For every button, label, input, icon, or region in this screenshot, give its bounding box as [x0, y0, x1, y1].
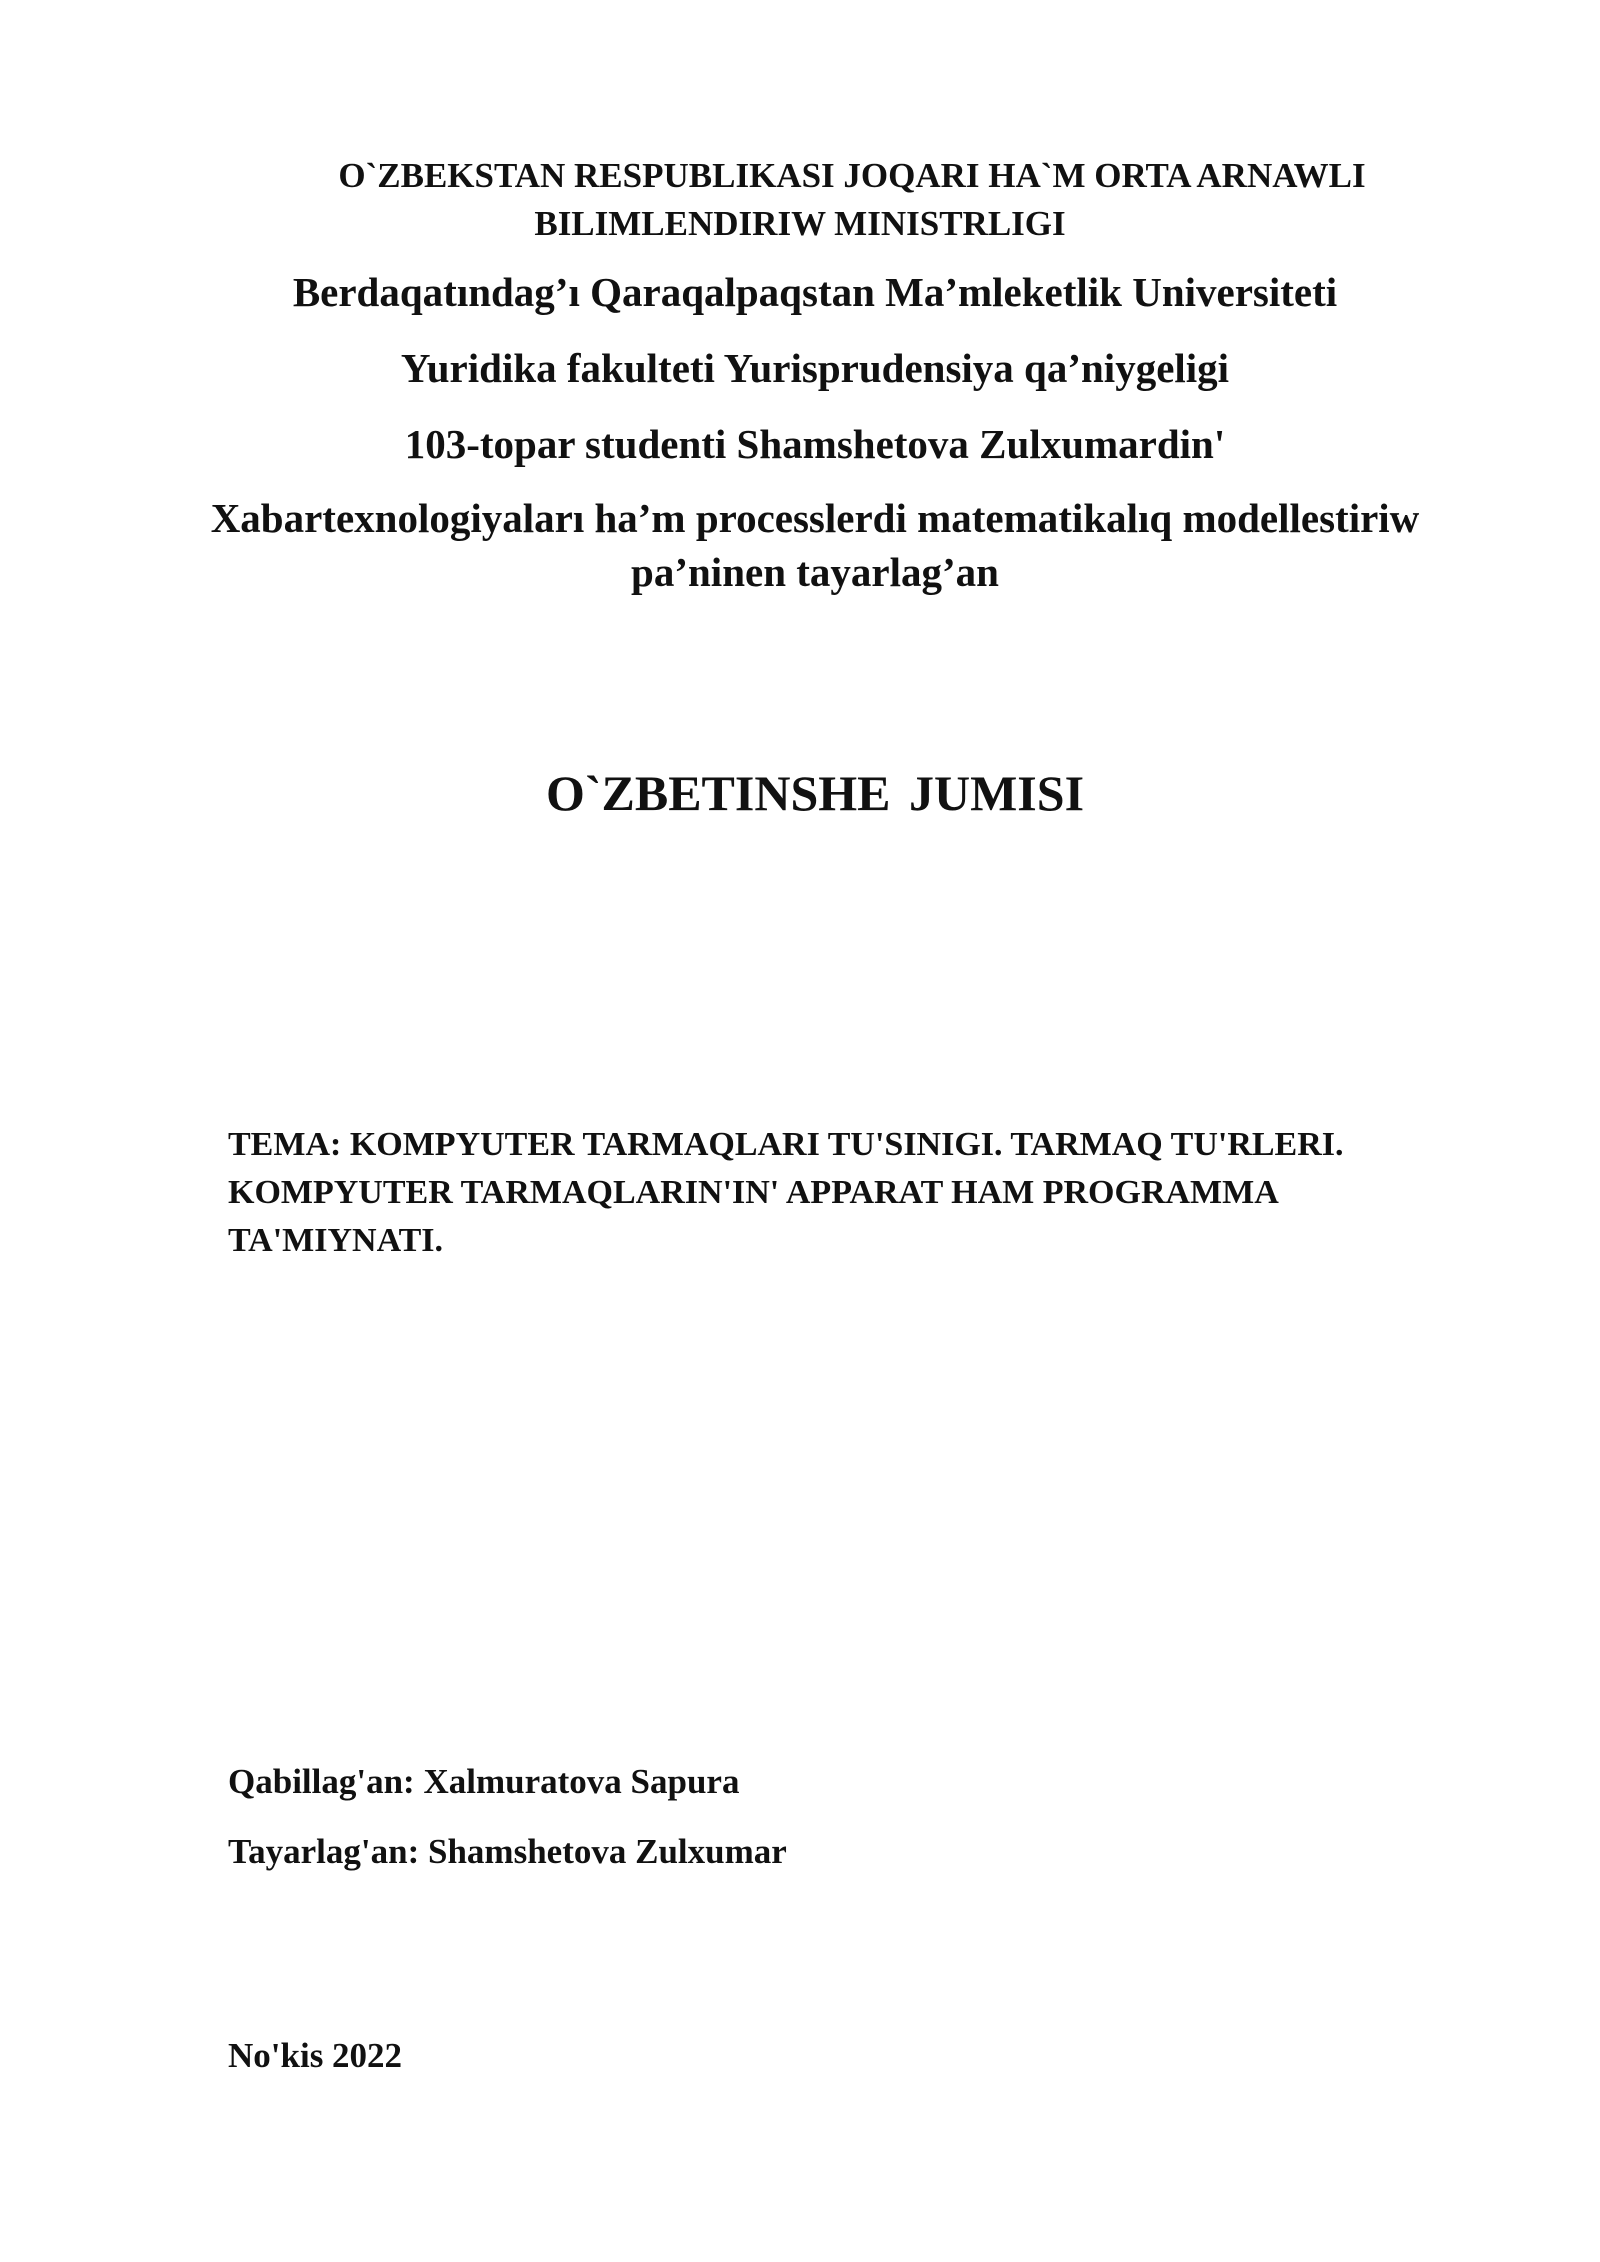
prepared-by: Tayarlag'an: Shamshetova Zulxumar — [228, 1832, 787, 1871]
topic-line-1: TEMA: KOMPYUTER TARMAQLARI TU'SINIGI. TARMAQ TU'RLERI. — [228, 1126, 1344, 1163]
student-line: 103-topar studenti Shamshetova Zulxumardin' — [404, 421, 1226, 467]
subject-line-1: Xabartexnologiyaları ha’m processlerdi matematikalıq modellestiriw — [210, 495, 1420, 541]
ministry-line-1: O`ZBEKSTAN RESPUBLIKASI JOQARI HA`M ORTA ARNAWLI — [338, 156, 1366, 195]
university-name: Berdaqatındag’ı Qaraqalpaqstan Ma’mleketlik Universiteti — [292, 269, 1338, 315]
faculty-name: Yuridika fakulteti Yurisprudensiya qa’niygeligi — [400, 345, 1230, 391]
ministry-line-2: BILIMLENDIRIW MINISTRLIGI — [534, 204, 1066, 243]
accepted-by: Qabillag'an: Xalmuratova Sapura — [228, 1762, 740, 1801]
place-year: No'kis 2022 — [228, 2036, 403, 2075]
subject-line-2: pa’ninen tayarlag’an — [631, 549, 999, 595]
topic-line-2: KOMPYUTER TARMAQLARIN'IN' APPARAT HAM PROGRAMMA — [228, 1174, 1279, 1211]
topic-line-3: TA'MIYNATI. — [228, 1222, 444, 1259]
document-title: O`ZBETINSHE JUMISI — [545, 765, 1085, 821]
